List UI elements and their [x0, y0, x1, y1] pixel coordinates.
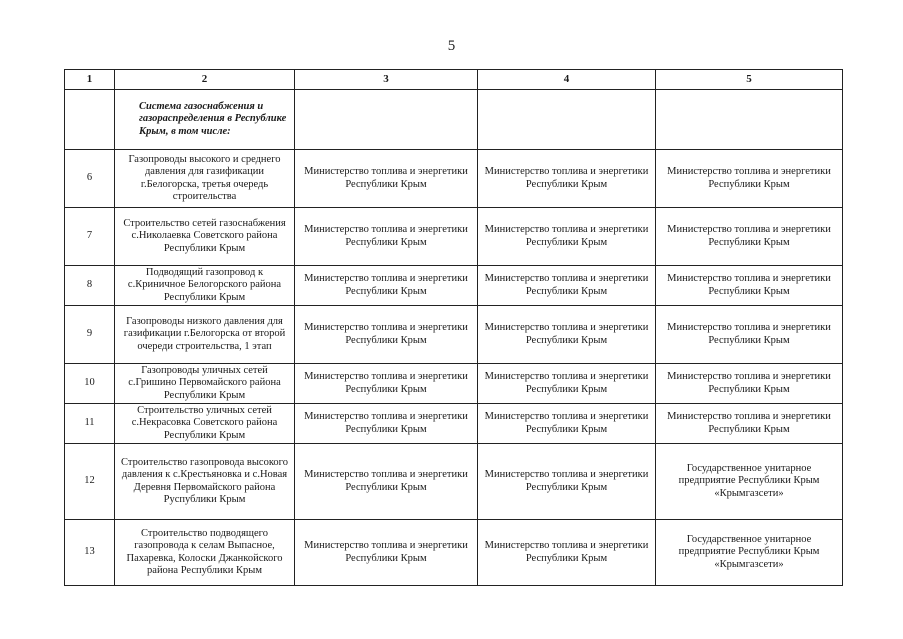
cell-col4: Министерство топлива и энергетики Республики Крым: [478, 520, 656, 586]
cell-col4: Министерство топлива и энергетики Республики Крым: [478, 404, 656, 444]
cell-col5: Министерство топлива и энергетики Республики Крым: [656, 266, 843, 306]
cell-col5: Министерство топлива и энергетики Республики Крым: [656, 306, 843, 364]
table-cell: [478, 90, 656, 150]
cell-col4: Министерство топлива и энергетики Республики Крым: [478, 306, 656, 364]
row-number: 11: [65, 404, 115, 444]
column-header: 3: [295, 70, 478, 90]
object-name: Строительство подводящего газопровода к селам Выпасное, Пахаревка, Колоски Джанкойского района Республики Крым: [115, 520, 295, 586]
row-number: 12: [65, 444, 115, 520]
table-row: [65, 306, 843, 364]
object-name: Подводящий газопровод к с.Криничное Белогорского района Республики Крым: [115, 266, 295, 306]
row-number: 8: [65, 266, 115, 306]
column-header: 1: [65, 70, 115, 90]
column-header: 2: [115, 70, 295, 90]
cell-col3: Министерство топлива и энергетики Республики Крым: [295, 364, 478, 404]
registry-table: [64, 69, 843, 586]
row-number: 9: [65, 306, 115, 364]
table-row: [65, 404, 843, 444]
cell-col3: Министерство топлива и энергетики Республики Крым: [295, 306, 478, 364]
cell-col5: Министерство топлива и энергетики Республики Крым: [656, 208, 843, 266]
cell-col4: Министерство топлива и энергетики Республики Крым: [478, 364, 656, 404]
table-body: [65, 90, 843, 586]
cell-col3: Министерство топлива и энергетики Республики Крым: [295, 208, 478, 266]
object-name: Газопроводы высокого и среднего давления для газификации г.Белогорска, третья очередь строительства: [115, 150, 295, 208]
row-number: 13: [65, 520, 115, 586]
table-cell: [656, 90, 843, 150]
object-name: Газопроводы низкого давления для газификации г.Белогорска от второй очереди строительства, 1 этап: [115, 306, 295, 364]
cell-col5: Министерство топлива и энергетики Республики Крым: [656, 404, 843, 444]
column-header: 4: [478, 70, 656, 90]
cell-col3: Министерство топлива и энергетики Республики Крым: [295, 404, 478, 444]
cell-col4: Министерство топлива и энергетики Республики Крым: [478, 150, 656, 208]
table-row: [65, 520, 843, 586]
header-row: [65, 70, 843, 90]
cell-col3: Министерство топлива и энергетики Республики Крым: [295, 150, 478, 208]
table-row: [65, 150, 843, 208]
section-row: [65, 90, 843, 150]
row-number: 10: [65, 364, 115, 404]
object-name: Строительство газопровода высокого давления к с.Крестьяновка и с.Новая Деревня Первомайского района Руспублики Крым: [115, 444, 295, 520]
cell-col4: Министерство топлива и энергетики Республики Крым: [478, 444, 656, 520]
section-title: Система газоснабжения и газораспределения в Республике Крым, в том числе:: [115, 90, 295, 150]
row-number: 6: [65, 150, 115, 208]
table-row: [65, 444, 843, 520]
object-name: Строительство уличных сетей с.Некрасовка Советского района Республики Крым: [115, 404, 295, 444]
cell-col5: Государственное унитарное предприятие Республики Крым «Крымгазсети»: [656, 520, 843, 586]
object-name: Строительство сетей газоснабжения с.Николаевка Советского района Республики Крым: [115, 208, 295, 266]
cell-col3: Министерство топлива и энергетики Республики Крым: [295, 444, 478, 520]
cell-col4: Министерство топлива и энергетики Республики Крым: [478, 208, 656, 266]
cell-col5: Государственное унитарное предприятие Республики Крым «Крымгазсети»: [656, 444, 843, 520]
cell-col5: Министерство топлива и энергетики Республики Крым: [656, 364, 843, 404]
row-number: 7: [65, 208, 115, 266]
table-cell: [295, 90, 478, 150]
table-row: [65, 364, 843, 404]
table-row: [65, 266, 843, 306]
page-number: 5: [447, 38, 456, 54]
cell-col5: Министерство топлива и энергетики Республики Крым: [656, 150, 843, 208]
cell-col3: Министерство топлива и энергетики Республики Крым: [295, 520, 478, 586]
table-cell: [65, 90, 115, 150]
cell-col3: Министерство топлива и энергетики Республики Крым: [295, 266, 478, 306]
column-header: 5: [656, 70, 843, 90]
table-row: [65, 208, 843, 266]
object-name: Газопроводы уличных сетей с.Гришино Первомайского района Республики Крым: [115, 364, 295, 404]
cell-col4: Министерство топлива и энергетики Республики Крым: [478, 266, 656, 306]
